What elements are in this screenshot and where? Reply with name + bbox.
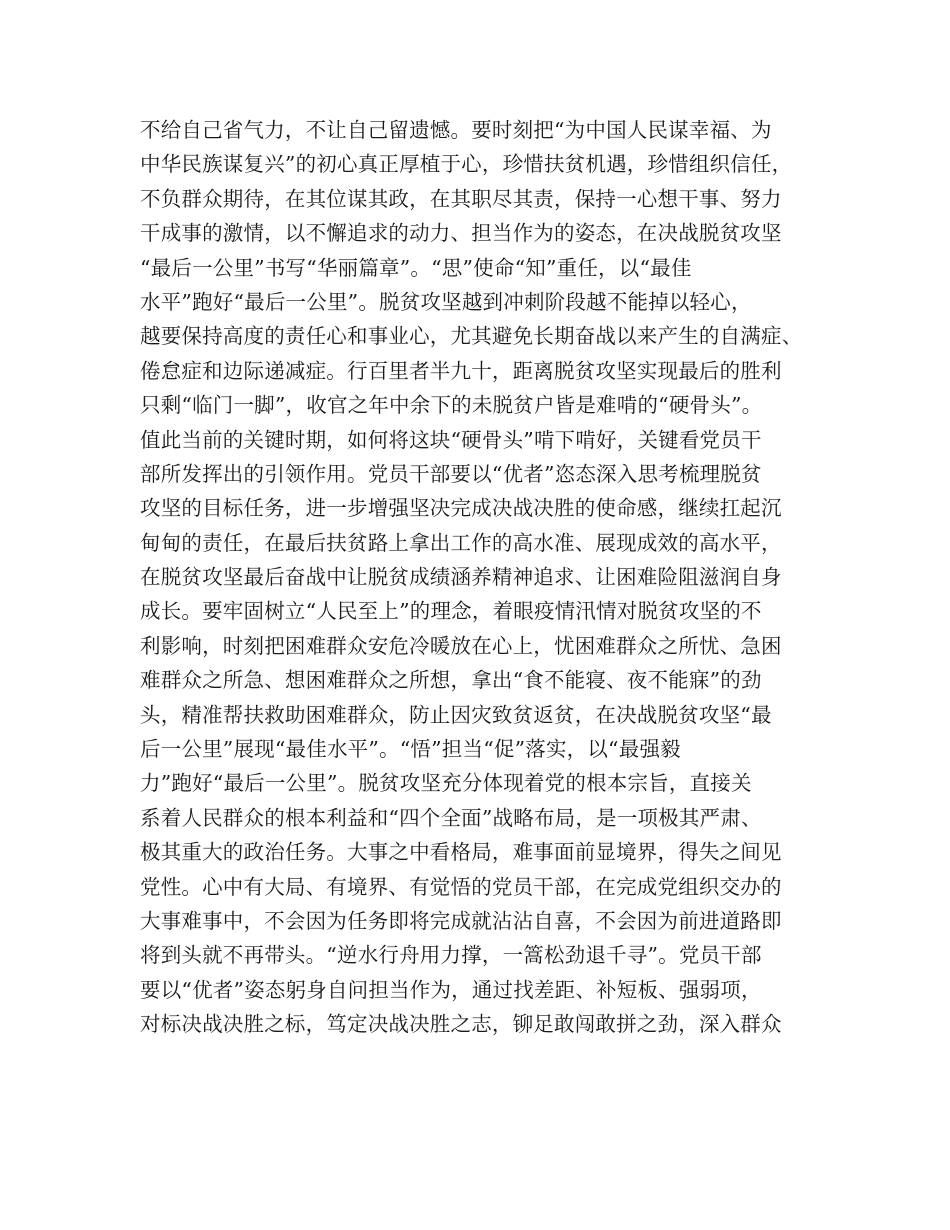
- text-line: 难群众之所急、想困难群众之所想，拿出“食不能寝、夜不能寐”的劲: [140, 668, 762, 693]
- text-line: 成长。要牢固树立“人民至上”的理念，着眼疫情汛情对脱贫攻坚的不: [140, 599, 762, 624]
- text-line: 后一公里”展现“最佳水平”。“悟”担当“促”落实，以“最强毅: [140, 737, 681, 762]
- text-line: 只剩“临门一脚”，收官之年中余下的未脱贫户皆是难啃的“硬骨头”。: [140, 393, 763, 418]
- text-line: 越要保持高度的责任心和事业心，尤其避免长期奋战以来产生的自满症、: [140, 324, 803, 349]
- text-line: 大事难事中，不会因为任务即将完成就沾沾自喜，不会因为前进道路即: [140, 908, 782, 933]
- text-line: 利影响，时刻把困难群众安危冷暖放在心上，忧困难群众之所忧、急困: [140, 633, 782, 658]
- text-line: 极其重大的政治任务。大事之中看格局，难事面前显境界，得失之间见: [140, 840, 782, 865]
- text-line: 水平”跑好“最后一公里”。脱贫攻坚越到冲刺阶段越不能掉以轻心，: [140, 289, 752, 314]
- text-line: 值此当前的关键时期，如何将这块“硬骨头”啃下啃好，关键看党员干: [140, 427, 762, 452]
- text-line: 对标决战决胜之标，笃定决战决胜之志，铆足敢闯敢拼之劲，深入群众: [140, 1012, 782, 1037]
- text-line: 在脱贫攻坚最后奋战中让脱贫成绩涵养精神追求、让困难险阻滋润自身: [140, 565, 782, 590]
- text-line: 中华民族谋复兴”的初心真正厚植于心，珍惜扶贫机遇，珍惜组织信任，: [140, 152, 793, 177]
- text-line: 头，精准帮扶救助困难群众，防止因灾致贫返贫，在决战脱贫攻坚“最: [140, 702, 772, 727]
- text-line: 系着人民群众的根本利益和“四个全面”战略布局，是一项极其严肃、: [140, 805, 762, 830]
- text-line: 不负群众期待，在其位谋其政，在其职尽其责，保持一心想干事、努力: [140, 186, 782, 211]
- text-line: 干成事的激情，以不懈追求的动力、担当作为的姿态，在决战脱贫攻坚: [140, 221, 782, 246]
- text-line: 力”跑好“最后一公里”。脱贫攻坚充分体现着党的根本宗旨，直接关: [140, 771, 752, 796]
- text-line: 倦怠症和边际递减症。行百里者半九十，距离脱贫攻坚实现最后的胜利: [140, 358, 782, 383]
- text-line: 将到头就不再带头。“逆水行舟用力撑，一篙松劲退千寻”。党员干部: [140, 943, 762, 968]
- text-line: 不给自己省气力，不让自己留遗憾。要时刻把“为中国人民谋幸福、为: [140, 118, 772, 142]
- text-line: 要以“优者”姿态躬身自问担当作为，通过找差距、补短板、强弱项，: [140, 977, 762, 1002]
- text-line: 甸甸的责任，在最后扶贫路上拿出工作的高水准、展现成效的高水平，: [140, 530, 782, 555]
- document-body-text: [140, 113, 830, 1042]
- text-line: 部所发挥出的引领作用。党员干部要以“优者”恣态深入思考梳理脱贫: [140, 461, 762, 486]
- text-line: “最后一公里”书写“华丽篇章”。“思”使命“知”重任，以“最佳: [140, 255, 692, 280]
- text-line: 党性。心中有大局、有境界、有觉悟的党员干部，在完成党组织交办的: [140, 874, 782, 899]
- text-line: 攻坚的目标任务，进一步增强坚决完成决战决胜的使命感，继续扛起沉: [140, 496, 782, 521]
